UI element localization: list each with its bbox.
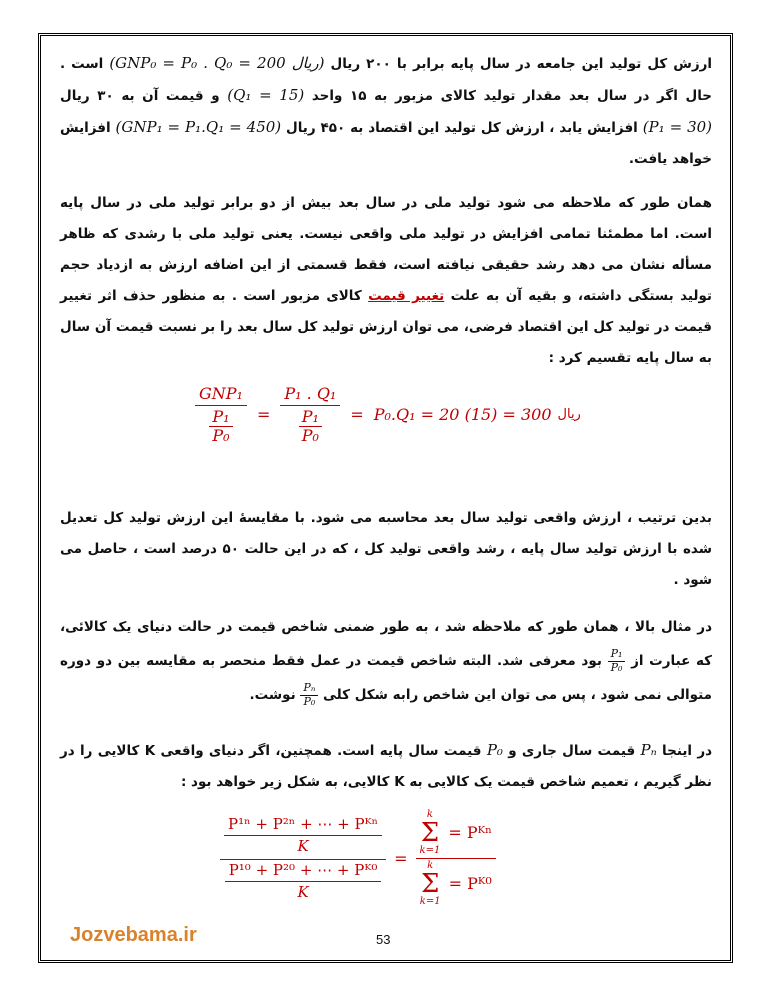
- math-q1: (Q₁ = 15): [227, 86, 305, 104]
- highlight-price-change: تغییر قیمت: [368, 288, 445, 304]
- eq1-rhs: P₀.Q₁ = 20 (15) = 300: [373, 405, 552, 425]
- paragraph-5: در اینجا Pₙ قیمت سال جاری و P₀ قیمت سال پایه است. همچنین، اگر دنیای واقعی K کالایی را در نظر گیریم ، تعمیم شاخص قیمت یک کالایی به K کالایی، به شکل زیر خواهد بود :: [60, 741, 713, 790]
- eq1-unit: ریال: [557, 407, 581, 423]
- math-p0: P₀: [486, 741, 503, 759]
- equation-price-index: P¹ⁿ + P²ⁿ + ⋯ + Pᴷⁿ K $\frac{\text{P¹⁰ + P²⁰ + ⋯ + Pᴷ⁰}}{K}$ = k Σ k=1 = Pᴷⁿ k Σ k=1 = Pᴷ⁰: [60, 810, 712, 907]
- math-gnp1: (GNP₁ = P₁.Q₁ = 450): [115, 118, 282, 136]
- math-pn: Pₙ: [640, 741, 657, 759]
- math-p1: (P₁ = 30): [642, 118, 713, 136]
- fraction-p1-p0: $\frac{\text{P₁}}{\text{P₀}}$: [608, 648, 626, 673]
- eq2-rhs-fraction: k Σ k=1 = Pᴷⁿ k Σ k=1 = Pᴷ⁰: [416, 810, 497, 907]
- eq1-fraction-1: GNP₁ $\frac{\text{P₁}}{\text{P₀}}$: [195, 385, 247, 445]
- paragraph-2: همان طور که ملاحظه می شود تولید ملی در سال بعد بیش از دو برابر تولید ملی در سال پایه است. اما مطمئنا تمامی افزایش در تولید ملی واقعی نیست. یعنی تولید ملی با رشدی که ظاهر مسأله نشان می دهد رشد حقیقی نیافته است، فقط قسمتی از این اضافه ارزش به ازدیاد حجم تولید بستگی داشته، و بقیه آن به علت تغییر قیمت کالای مزبور است . به منظور حذف اثر تغییر قیمت در تولید کل این اقتصاد فرضی، می توان ارزش تولید کل سال بعد را بر نسبت قیمت آن سال به سال پایه تقسیم کرد :: [60, 195, 713, 366]
- equation-real-gnp: GNP₁ $\frac{\text{P₁}}{\text{P₀}}$ = $\frac{\text{P₁ . Q₁}}{\frac{\text{P₁}}{\text{P₀}}}$ = P₀.Q₁ = 20 (15) = 300 ریال: [60, 385, 712, 445]
- paragraph-3: بدین ترتیب ، ارزش واقعی تولید سال بعد محاسبه می شود. با مقایسهٔ این ارزش تولید کل تعدیل شده با ارزش تولید سال پایه ، رشد واقعی تولید کل ، که در این حالت ۵۰ درصد است ، حاصل می شود .: [60, 510, 712, 588]
- eq2-lhs-fraction: P¹ⁿ + P²ⁿ + ⋯ + Pᴷⁿ K $\frac{\text{P¹⁰ + P²⁰ + ⋯ + Pᴷ⁰}}{K}$: [220, 816, 386, 901]
- paragraph-1: ارزش کل تولید این جامعه در سال پایه برابر با ۲۰۰ ریال (GNP₀ = P₀ . Q₀ = 200 ریال) است . حال اگر در سال بعد مقدار تولید کالای مزبور به ۱۵ واحد (Q₁ = 15) و قیمت آن به ۳۰ ریال (P₁ = 30) افزایش یابد ، ارزش کل تولید این اقتصاد به ۴۵۰ ریال (GNP₁ = P₁.Q₁ = 450) افزایش خواهد یافت.: [60, 54, 713, 167]
- footer-site-link[interactable]: Jozvebama.ir: [70, 924, 197, 946]
- eq1-fraction-2: $\frac{\text{P₁ . Q₁}}{\frac{\text{P₁}}{\text{P₀}}}$: [280, 385, 340, 445]
- page-number: 53: [376, 932, 391, 947]
- paragraph-4: در مثال بالا ، همان طور که ملاحظه شد ، به طور ضمنی شاخص قیمت در حالت دنیای یک کالائی، که عبارت از $\frac{\text{P₁}}{\text{P₀}}$ بود معرفی شد. البته شاخص قیمت در عمل فقط منحصر به مقایسه بین دو دوره متوالی نمی شود ، پس می توان این شاخص رابه شکل کلی $\frac{\text{Pₙ}}{\text{P₀}}$ نوشت.: [60, 619, 713, 708]
- fraction-pn-p0: $\frac{\text{Pₙ}}{\text{P₀}}$: [300, 682, 318, 707]
- math-gnp0: (GNP₀ = P₀ . Q₀ = 200 ریال): [109, 54, 325, 72]
